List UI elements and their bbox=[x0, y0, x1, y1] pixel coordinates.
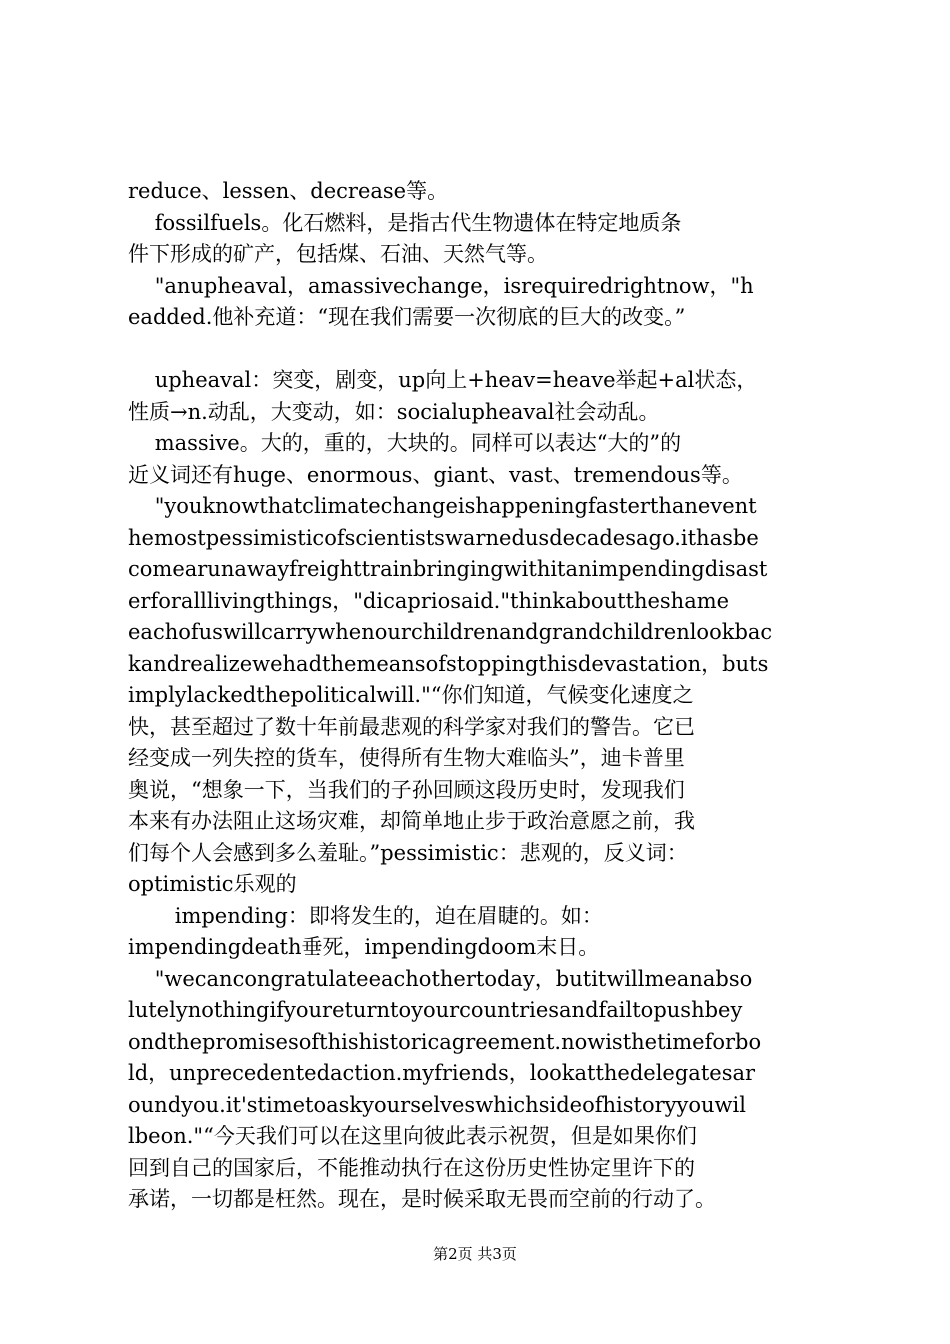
text-line: lutelynothingifyoureturntoyourcountriesandfailtopushbey bbox=[128, 998, 743, 1022]
text-line: 奥说，“想象一下，当我们的子孙回顾这段历史时，发现我们 bbox=[128, 777, 685, 802]
text-line: ld，unprecedentedaction.myfriends，lookatthedelegatesar bbox=[128, 1061, 756, 1085]
text-line: massive。大的，重的，大块的。同样可以表达“大的”的 bbox=[128, 431, 682, 455]
text-line: 经变成一列失控的货车，使得所有生物大难临头”，迪卡普里 bbox=[128, 746, 685, 770]
text-line: 们每个人会感到多么羞耻。”pessimistic：悲观的，反义词： bbox=[128, 840, 688, 865]
text-line: kandrealizewehadthemeansofstoppingthisdevastation，buts bbox=[128, 651, 769, 676]
text-line: eadded.他补充道：“现在我们需要一次彻底的巨大的改变。” bbox=[128, 305, 686, 329]
text-line: 性质→n.动乱，大变动，如：socialupheaval社会动乱。 bbox=[128, 399, 660, 424]
text-line: 快，甚至超过了数十年前最悲观的科学家对我们的警告。它已 bbox=[128, 714, 695, 739]
text-line bbox=[128, 334, 834, 366]
text-line: 承诺，一切都是枉然。现在，是时候采取无畏而空前的行动了。 bbox=[128, 1187, 716, 1211]
text-line: optimistic乐观的 bbox=[128, 872, 297, 896]
text-line: 件下形成的矿产，包括煤、石油、天然气等。 bbox=[128, 242, 548, 266]
text-line: fossilfuels。化石燃料，是指古代生物遗体在特定地质条 bbox=[128, 210, 682, 235]
text-line: erforalllivingthings，"dicapriosaid."thinkabouttheshame bbox=[128, 588, 730, 613]
text-line: ondthepromisesofthishistoricagreement.nowisthetimeforbo bbox=[128, 1029, 762, 1054]
text-line: 近义词还有huge、enormous、giant、vast、tremendous等。 bbox=[128, 462, 743, 487]
text-line: impending：即将发生的，迫在眉睫的。如： bbox=[128, 903, 603, 928]
text-line: "wecancongratulateeachothertoday，butitwillmeanabso bbox=[128, 966, 753, 991]
text-line: 回到自己的国家后，不能推动执行在这份历史性协定里许下的 bbox=[128, 1155, 695, 1180]
text-line: implylackedthepoliticalwill."“你们知道，气候变化速度之 bbox=[128, 683, 694, 707]
text-line: oundyou.it'stimetoaskyourselveswhichsideofhistoryyouwil bbox=[128, 1092, 746, 1117]
text-line: impendingdeath垂死，impendingdoom末日。 bbox=[128, 935, 600, 959]
text-line: eachofuswillcarrywhenourchildrenandgrandchildrenlookbac bbox=[128, 620, 773, 644]
document-body bbox=[128, 176, 834, 1216]
text-line: upheaval：突变，剧变，up向上+heav=heave举起+al状态， bbox=[128, 368, 758, 392]
text-line: lbeon."“今天我们可以在这里向彼此表示祝贺，但是如果你们 bbox=[128, 1124, 697, 1148]
text-line: "youknowthatclimatechangeishappeningfasterthanevent bbox=[128, 494, 757, 518]
text-line: "anupheaval，amassivechange，isrequiredrightnow，"h bbox=[128, 273, 754, 298]
page-footer: 第2页 共3页 bbox=[433, 1245, 517, 1263]
text-line: hemostpessimisticofscientistswarnedusdecadesago.ithasbe bbox=[128, 525, 759, 550]
text-line: 本来有办法阻止这场灾难，却简单地止步于政治意愿之前，我 bbox=[128, 809, 695, 833]
text-line: comearunawayfreighttrainbringingwithitanimpendingdisast bbox=[128, 557, 768, 581]
text-line: reduce、lessen、decrease等。 bbox=[128, 179, 449, 203]
